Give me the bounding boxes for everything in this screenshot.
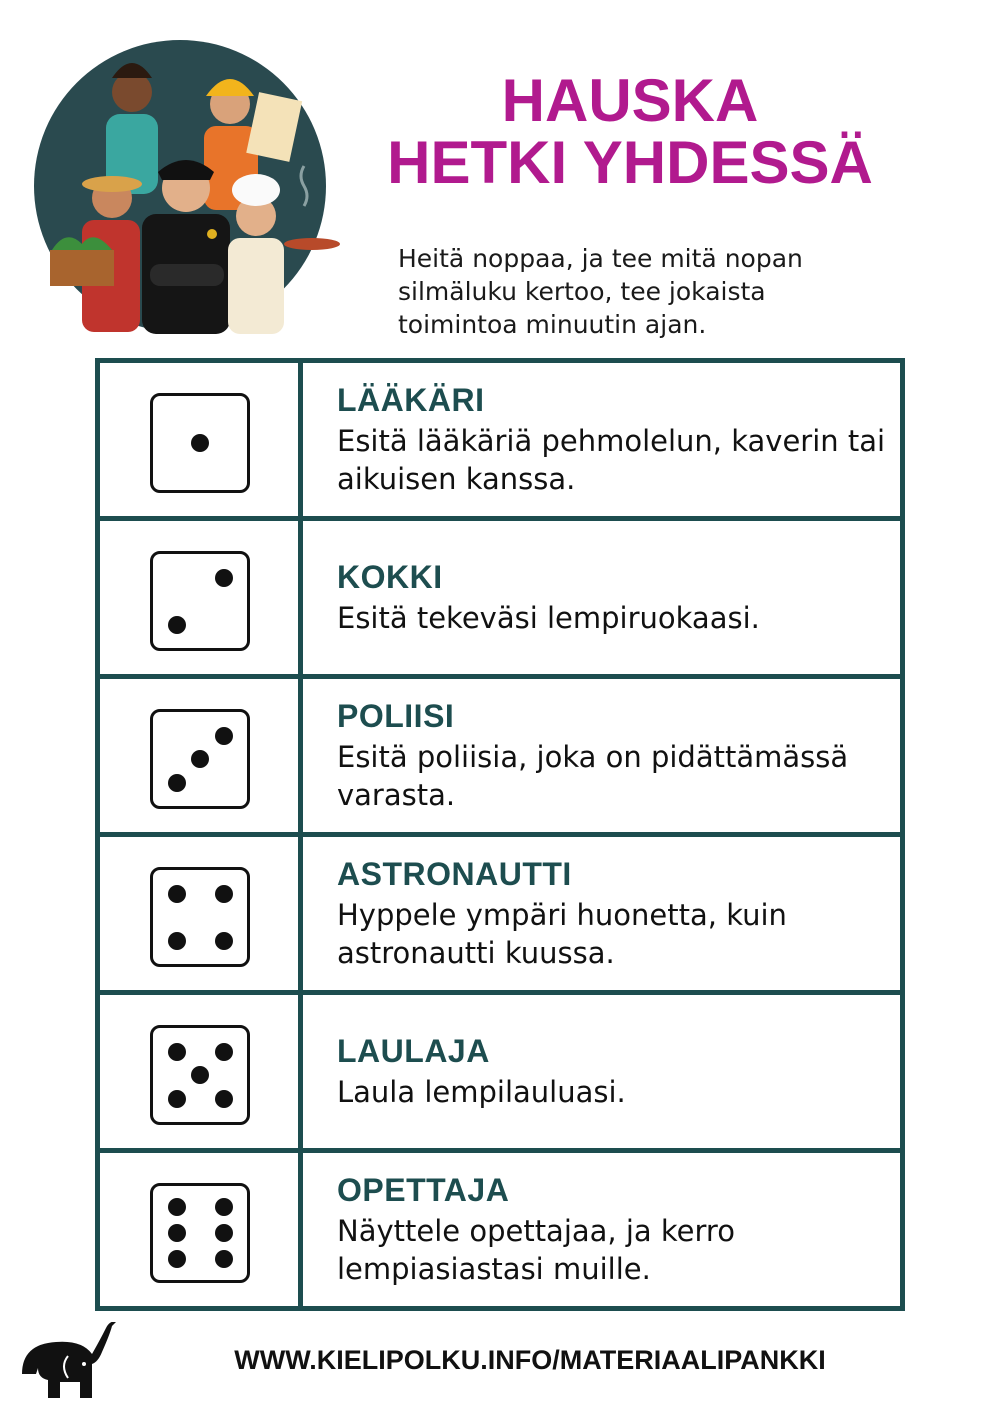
role-description: Laula lempilauluasi. [337,1074,626,1109]
activity-text-cell [301,361,903,519]
activity-text-cell [301,835,903,993]
die-face-2-icon [150,551,250,651]
activity-row [98,361,903,519]
die-face-1-icon [150,393,250,493]
intro-text: Heitä noppaa, ja tee mitä nopan silmäluku kertoo, tee jokaista toimintoa minuutin ajan. [398,244,803,339]
role-description: Esitä tekeväsi lempiruokaasi. [337,600,760,635]
die-pip [168,1198,186,1216]
page-title [380,67,880,196]
die-cell [98,835,301,993]
die-face-6-icon [150,1183,250,1283]
activity-text-cell [301,993,903,1151]
activity-text-cell [301,677,903,835]
role-title: LÄÄKÄRI [337,381,485,418]
die-cell [98,519,301,677]
title-line-1: HAUSKA [501,67,759,134]
die-pip [215,1090,233,1108]
die-pip [168,1224,186,1242]
die-pip [215,569,233,587]
professions-illustration [20,38,340,334]
dice-activity-table [95,358,905,1311]
die-pip [168,1250,186,1268]
die-pip [215,727,233,745]
role-title: POLIISI [337,697,455,734]
die-pip [191,434,209,452]
role-title: LAULAJA [337,1032,490,1069]
activity-row [98,835,903,993]
elephant-logo [14,1322,124,1410]
role-description: Hyppele ympäri huonetta, kuin astronautti kuussa. [337,897,787,970]
die-pip [168,1090,186,1108]
die-cell [98,1151,301,1309]
die-pip [168,616,186,634]
title-line-2: HETKI YHDESSÄ [387,129,873,196]
die-face-5-icon [150,1025,250,1125]
die-pip [168,885,186,903]
role-description: Esitä lääkäriä pehmolelun, kaverin tai aikuisen kanssa. [337,423,886,496]
die-pip [215,1198,233,1216]
die-pip [215,1043,233,1061]
role-description: Näyttele opettajaa, ja kerro lempiasiastasi muille. [337,1213,735,1286]
activity-row [98,1151,903,1309]
die-pip [168,1043,186,1061]
activity-row [98,519,903,677]
role-title: KOKKI [337,558,443,595]
die-pip [191,750,209,768]
die-cell [98,993,301,1151]
die-face-4-icon [150,867,250,967]
activity-text-cell [301,519,903,677]
activity-text-cell [301,1151,903,1309]
die-pip [191,1066,209,1084]
die-pip [168,932,186,950]
die-face-3-icon [150,709,250,809]
activity-row [98,677,903,835]
die-pip [215,1224,233,1242]
role-title: OPETTAJA [337,1171,510,1208]
die-cell [98,677,301,835]
role-description: Esitä poliisia, joka on pidättämässä varasta. [337,739,849,812]
footer-url[interactable]: WWW.KIELIPOLKU.INFO/MATERIAALIPANKKI [234,1345,826,1375]
role-title: ASTRONAUTTI [337,855,572,892]
die-cell [98,361,301,519]
die-pip [215,932,233,950]
die-pip [168,774,186,792]
activity-row [98,993,903,1151]
die-pip [215,1250,233,1268]
die-pip [215,885,233,903]
